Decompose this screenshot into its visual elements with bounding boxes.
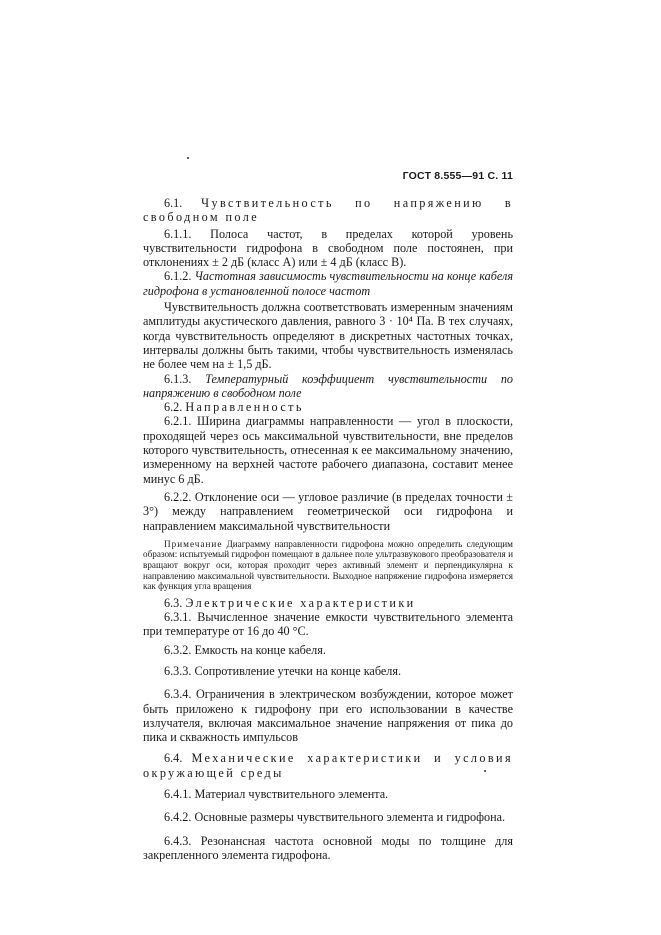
note-paragraph	[143, 539, 513, 592]
paragraph-6-4-2: 6.4.2. Основные размеры чувствительного элемента и гидрофона.	[164, 810, 506, 825]
paragraph-6-2-1: 6.2.1. Ширина диаграммы направленности — угол в плоскости, проходящей через ось максимальной чувствительности, вне пределов которого чувствительность, отнесенная к ее максимальному значению, измеренному на верхней частоте рабочего диапазона, составит менее минус 6 дБ.	[143, 414, 513, 486]
paragraph-6-4-3: 6.4.3. Резонансная частота основной моды по толщине для закрепленного элемента гидрофона.	[143, 833, 513, 862]
section-6-4-heading	[143, 751, 513, 780]
section-title: Механические характеристики и условия окружающей среды	[143, 751, 513, 780]
section-number: 6.1.	[164, 196, 183, 210]
section-number: 6.3.	[164, 595, 183, 610]
section-title: Направленность	[185, 400, 304, 415]
clause-number: 6.1.3.	[164, 371, 192, 386]
section-number: 6.2.	[164, 400, 183, 415]
clause-title: Частотная зависимость чувствительности на конце кабеля гидрофона в установленной полосе частот	[143, 269, 513, 298]
page-header: ГОСТ 8.555—91 С. 11	[402, 170, 513, 182]
clause-number: 6.1.2.	[164, 269, 192, 284]
clause-title: Температурный коэффициент чувствительности по напряжению в свободном поле	[143, 371, 514, 400]
paragraph-6-2-2: 6.2.2. Отклонение оси — угловое различие (в пределах точности ± 3°) между направлением геометрической оси гидрофона и направлением максимальной чувствительности	[143, 489, 513, 533]
section-title: Чувствительность по напряжению в свободном поле	[143, 196, 513, 225]
section-number: 6.4.	[164, 751, 183, 766]
paragraph-6-1-2-body: Чувствительность должна соответствовать измеренным значениям амплитуды акустического давления, равного 3 · 10⁴ Па. В тех случаях, когда чувствительность определяют в дискретных частотных точках, интервалы должны быть такими, чтобы чувствительность изменялась не более чем на ± 1,5 дБ.	[143, 300, 513, 372]
paragraph-6-1-2	[143, 269, 513, 298]
paragraph-6-1-1: 6.1.1. Полоса частот, в пределах которой уровень чувствительности гидрофона в свободном поле постоянен, при отклонениях ± 2 дБ (класс А) или ± 4 дБ (класс В).	[143, 226, 513, 270]
section-6-1-heading	[143, 196, 513, 225]
section-6-3-heading	[143, 596, 513, 610]
section-6-2-heading	[143, 400, 513, 414]
section-title: Электрические характеристики	[185, 595, 416, 610]
paragraph-6-1-3	[143, 372, 513, 401]
speck-mark	[187, 157, 189, 159]
document-body	[143, 196, 513, 862]
note-label: Примечание	[164, 538, 223, 549]
paragraph-6-3-1: 6.3.1. Вычисленное значение емкости чувствительного элемента при температуре от 16 до 40 °С.	[143, 610, 513, 639]
paragraph-6-3-2: 6.3.2. Емкость на конце кабеля.	[164, 642, 326, 657]
paragraph-6-3-4: 6.3.4. Ограничения в электрическом возбуждении, которое может быть приложено к гидрофону при его использовании в качестве излучателя, включая максимальное значение напряжения от пика до пика и скважность импульсов	[143, 687, 513, 745]
paragraph-6-4-1: 6.4.1. Материал чувствительного элемента.	[164, 787, 389, 802]
paragraph-6-3-3: 6.3.3. Сопротивление утечки на конце кабеля.	[164, 663, 402, 678]
note-text: Диаграмму направленности гидрофона можно определить следующим образом: испытуемый гидрофон помещают в дальнее поле ультразвукового преобразователя и вращают вокруг оси, которая проходит через активный элемент и перпендикулярна к направлению максимальной чувствительности. Выходное напряжение гидрофона измеряется как функция угла вращения	[143, 538, 513, 592]
